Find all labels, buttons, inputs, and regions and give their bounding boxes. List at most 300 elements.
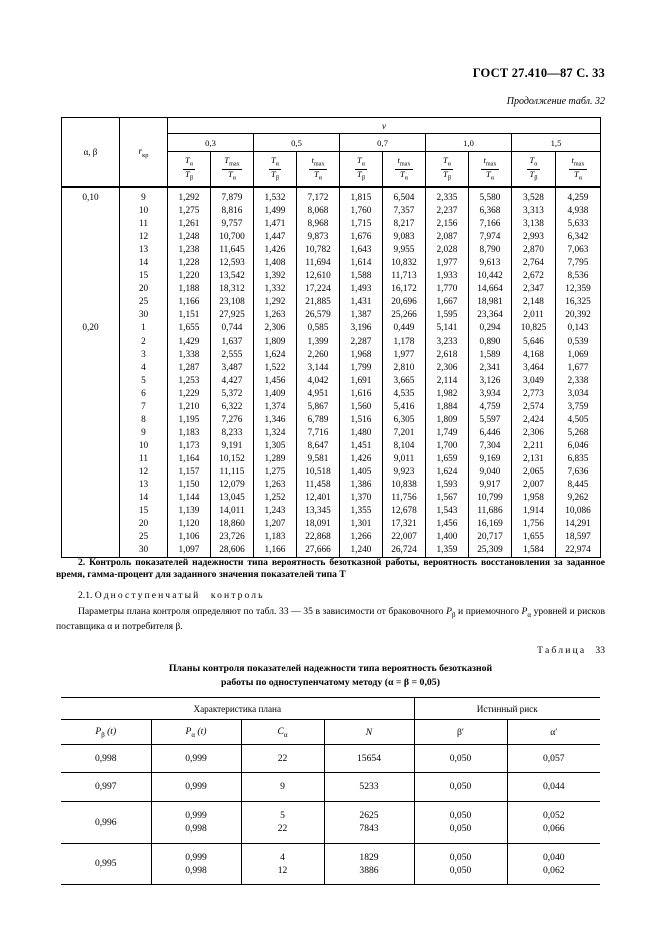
th-frac-ta-tb-0: $\frac{T_\alpha}{T_\beta}$ <box>168 152 211 188</box>
cell-value: 1,431 <box>340 296 383 309</box>
table-row <box>62 257 601 270</box>
cell-value: 0,294 <box>469 322 512 335</box>
cell-value: 1,374 <box>254 401 297 414</box>
cell-value: 2,618 <box>426 349 469 362</box>
cell-value: 1,429 <box>168 336 211 349</box>
cell-value: 27,925 <box>211 309 254 322</box>
cell-value: 7,795 <box>556 257 601 270</box>
cell-value: 11,115 <box>211 466 254 479</box>
cell-n-line: 1829 <box>359 851 379 863</box>
cell-value: 9,613 <box>469 257 512 270</box>
table-continuation-label: Продолжение табл. 32 <box>506 96 605 107</box>
cell-p-alpha-line: 0,999 <box>185 753 207 764</box>
cell-value: 1,616 <box>340 388 383 401</box>
cell-alpha-beta <box>62 270 120 283</box>
table-row <box>62 531 601 544</box>
table-row <box>62 244 601 257</box>
cell-value: 1,166 <box>168 296 211 309</box>
cell-value: 1,914 <box>512 505 556 518</box>
cell-value: 1,480 <box>340 427 383 440</box>
cell-value: 1,405 <box>340 466 383 479</box>
cell-alpha-beta <box>62 388 120 401</box>
cell-value: 1,532 <box>254 187 297 205</box>
cell-value: 10,825 <box>512 322 556 335</box>
cell-value: 11,686 <box>469 505 512 518</box>
table-row <box>62 544 601 558</box>
cell-value: 9,011 <box>383 453 426 466</box>
cell-value: 6,368 <box>469 205 512 218</box>
th-frac-ta-tb-1: $\frac{T_\alpha}{T_\beta}$ <box>254 152 297 188</box>
cell-beta-prime <box>414 843 507 885</box>
cell-value: 4,505 <box>556 414 601 427</box>
cell-value: 1,392 <box>254 270 297 283</box>
cell-value: 3,759 <box>556 401 601 414</box>
cell-value: 22,868 <box>297 531 340 544</box>
cell-value: 1,106 <box>168 531 211 544</box>
cell-r-kr: 25 <box>120 531 168 544</box>
table-32-body <box>62 187 601 558</box>
cell-value: 1,933 <box>426 270 469 283</box>
cell-value: 4,259 <box>556 187 601 205</box>
cell-value: 7,276 <box>211 414 254 427</box>
cell-value: 1,266 <box>340 531 383 544</box>
cell-value: 1,166 <box>254 544 297 558</box>
table-33-label-number: 33 <box>595 645 605 656</box>
cell-value: 1,289 <box>254 453 297 466</box>
th-beta-prime: β′ <box>414 720 507 745</box>
cell-value: 3,665 <box>383 375 426 388</box>
cell-alpha-beta <box>62 401 120 414</box>
cell-value: 1,691 <box>340 375 383 388</box>
table-row <box>62 401 601 414</box>
cell-value: 3,528 <box>512 187 556 205</box>
cell-p-alpha-line: 0,999 <box>185 851 207 863</box>
cell-value: 8,816 <box>211 205 254 218</box>
cell-n-line: 2625 <box>359 809 379 821</box>
cell-value: 21,885 <box>297 296 340 309</box>
cell-value: 2,424 <box>512 414 556 427</box>
cell-value: 1,240 <box>340 544 383 558</box>
cell-value: 5,580 <box>469 187 512 205</box>
cell-value: 1,400 <box>426 531 469 544</box>
cell-r-kr: 13 <box>120 479 168 492</box>
cell-alpha-prime <box>507 773 600 801</box>
cell-value: 4,938 <box>556 205 601 218</box>
th-p-beta-t: $P_\beta$ (t) <box>61 720 151 745</box>
cell-alpha-beta <box>62 427 120 440</box>
cell-value: 2,237 <box>426 205 469 218</box>
cell-p-alpha <box>151 745 241 773</box>
cell-r-kr: 9 <box>120 427 168 440</box>
cell-value: 1,589 <box>469 349 512 362</box>
cell-value: 1,292 <box>254 296 297 309</box>
th-c-alpha: $C_\alpha$ <box>241 720 324 745</box>
th-group-1: 0,5 <box>254 134 340 152</box>
th-r-kr: $r_{кр}$ <box>120 118 168 188</box>
th-frac-ta-tb-4: $\frac{T_\alpha}{T_\beta}$ <box>512 152 556 188</box>
cell-value: 5,416 <box>383 401 426 414</box>
section-2-title: Контроль показателей надежности типа вероятность безотказной работы, вероятность восстановления за заданное время, гамма-процент для заданного значения показателей типа Т <box>56 557 605 581</box>
cell-value: 2,341 <box>469 362 512 375</box>
running-head: ГОСТ 27.410—87 С. 33 <box>472 66 605 80</box>
cell-value: 25,266 <box>383 309 426 322</box>
cell-r-kr: 11 <box>120 218 168 231</box>
cell-value: 1,408 <box>254 257 297 270</box>
cell-value: 2,007 <box>512 479 556 492</box>
cell-p-beta: 0,995 <box>61 843 151 885</box>
cell-value: 18,091 <box>297 518 340 531</box>
cell-value: 2,306 <box>426 362 469 375</box>
table-row <box>62 479 601 492</box>
cell-value: 8,445 <box>556 479 601 492</box>
cell-value: 1,220 <box>168 270 211 283</box>
table-row <box>62 270 601 283</box>
cell-value: 7,357 <box>383 205 426 218</box>
cell-beta-prime-line: 0,050 <box>449 865 472 877</box>
table-row <box>62 492 601 505</box>
table-row <box>62 283 601 296</box>
cell-value: 4,427 <box>211 375 254 388</box>
cell-value: 7,304 <box>469 440 512 453</box>
cell-value: 1,499 <box>254 205 297 218</box>
cell-value: 2,148 <box>512 296 556 309</box>
cell-value: 6,342 <box>556 231 601 244</box>
cell-r-kr: 25 <box>120 296 168 309</box>
th-alpha-prime: α′ <box>507 720 600 745</box>
cell-value: 5,867 <box>297 401 340 414</box>
cell-r-kr: 15 <box>120 505 168 518</box>
cell-value: 3,313 <box>512 205 556 218</box>
cell-value: 6,046 <box>556 440 601 453</box>
cell-value: 1,157 <box>168 466 211 479</box>
cell-value: 1,252 <box>254 492 297 505</box>
section-21-paragraph <box>56 606 605 633</box>
cell-value: 2,672 <box>512 270 556 283</box>
cell-value: 1,588 <box>340 270 383 283</box>
cell-value: 1,815 <box>340 187 383 205</box>
cell-value: 23,364 <box>469 309 512 322</box>
cell-value: 2,087 <box>426 231 469 244</box>
cell-p-beta: 0,996 <box>61 801 151 843</box>
cell-alpha-beta <box>62 375 120 388</box>
cell-value: 7,172 <box>297 187 340 205</box>
cell-value: 1,756 <box>512 518 556 531</box>
cell-value: 16,169 <box>469 518 512 531</box>
cell-value: 1,144 <box>168 492 211 505</box>
cell-value: 8,068 <box>297 205 340 218</box>
cell-value: 1,097 <box>168 544 211 558</box>
cell-value: 1,387 <box>340 309 383 322</box>
cell-value: 18,860 <box>211 518 254 531</box>
table-row <box>62 187 601 205</box>
cell-value: 1,516 <box>340 414 383 427</box>
cell-alpha-beta <box>62 244 120 257</box>
cell-alpha-beta <box>62 257 120 270</box>
cell-value: 6,504 <box>383 187 426 205</box>
cell-value: 1,139 <box>168 505 211 518</box>
cell-value: 1,386 <box>340 479 383 492</box>
cell-value: 7,716 <box>297 427 340 440</box>
table-row <box>62 296 601 309</box>
cell-value: 7,636 <box>556 466 601 479</box>
cell-value: 0,143 <box>556 322 601 335</box>
cell-value: 1,456 <box>254 375 297 388</box>
cell-value: 3,487 <box>211 362 254 375</box>
table-33-label <box>537 645 605 656</box>
cell-value: 8,104 <box>383 440 426 453</box>
th-p-alpha-t: $P_\alpha$ (t) <box>151 720 241 745</box>
cell-alpha-beta <box>62 231 120 244</box>
cell-value: 9,040 <box>469 466 512 479</box>
cell-alpha-beta <box>62 518 120 531</box>
cell-r-kr: 6 <box>120 388 168 401</box>
cell-p-alpha-line: 0,999 <box>185 809 207 821</box>
table-row <box>62 518 601 531</box>
cell-value: 2,773 <box>512 388 556 401</box>
cell-value: 1,173 <box>168 440 211 453</box>
cell-value: 12,678 <box>383 505 426 518</box>
cell-c-alpha-line: 5 <box>280 809 285 821</box>
cell-value: 1,624 <box>254 349 297 362</box>
cell-c-alpha <box>241 745 324 773</box>
cell-value: 11,694 <box>297 257 340 270</box>
cell-value: 1,543 <box>426 505 469 518</box>
cell-value: 2,870 <box>512 244 556 257</box>
cell-value: 1,982 <box>426 388 469 401</box>
cell-value: 3,196 <box>340 322 383 335</box>
cell-value: 20,717 <box>469 531 512 544</box>
cell-value: 3,138 <box>512 218 556 231</box>
cell-value: 1,292 <box>168 187 211 205</box>
cell-value: 1,770 <box>426 283 469 296</box>
table-row <box>61 773 600 801</box>
cell-value: 9,955 <box>383 244 426 257</box>
cell-value: 1,287 <box>168 362 211 375</box>
cell-value: 1,624 <box>426 466 469 479</box>
cell-value: 1,471 <box>254 218 297 231</box>
cell-alpha-beta <box>62 309 120 322</box>
cell-beta-prime-line: 0,050 <box>449 781 472 793</box>
cell-value: 1,253 <box>168 375 211 388</box>
cell-value: 1,355 <box>340 505 383 518</box>
cell-value: 1,164 <box>168 453 211 466</box>
cell-value: 5,372 <box>211 388 254 401</box>
th-frac-tmax-ta-0: $\frac{T_{max}}{T_\alpha}$ <box>211 152 254 188</box>
cell-value: 5,633 <box>556 218 601 231</box>
cell-alpha-prime-line: 0,040 <box>542 851 565 863</box>
cell-r-kr: 5 <box>120 375 168 388</box>
cell-value: 1,183 <box>168 427 211 440</box>
cell-beta-prime <box>414 801 507 843</box>
cell-value: 8,647 <box>297 440 340 453</box>
cell-value: 1,069 <box>556 349 601 362</box>
cell-value: 1,238 <box>168 244 211 257</box>
cell-value: 10,700 <box>211 231 254 244</box>
cell-value: 1,151 <box>168 309 211 322</box>
table-row <box>62 375 601 388</box>
cell-value: 2,028 <box>426 244 469 257</box>
cell-value: 27,666 <box>297 544 340 558</box>
cell-value: 1,676 <box>340 231 383 244</box>
paragraph-text-part1: Параметры плана контроля определяют по табл. 33 — 35 в зависимости от браковочного <box>78 606 447 617</box>
cell-value: 1,275 <box>254 466 297 479</box>
cell-value: 28,606 <box>211 544 254 558</box>
cell-value: 3,144 <box>297 362 340 375</box>
cell-value: 1,958 <box>512 492 556 505</box>
paragraph-text-part3: уровней и рисков поставщика α и потребителя β. <box>56 606 605 632</box>
symbol-p-alpha-sub: α <box>527 611 532 619</box>
cell-value: 2,211 <box>512 440 556 453</box>
table-row <box>62 427 601 440</box>
section-21-title-word2: контроль <box>210 590 265 601</box>
cell-value: 1,426 <box>254 244 297 257</box>
cell-value: 1,884 <box>426 401 469 414</box>
cell-value: 2,347 <box>512 283 556 296</box>
cell-value: 18,312 <box>211 283 254 296</box>
cell-beta-prime-line: 0,050 <box>449 809 472 821</box>
cell-value: 6,305 <box>383 414 426 427</box>
cell-alpha-beta <box>62 505 120 518</box>
cell-value: 1,809 <box>254 336 297 349</box>
cell-p-alpha-line: 0,998 <box>185 865 207 877</box>
cell-value: 1,749 <box>426 427 469 440</box>
cell-value: 10,832 <box>383 257 426 270</box>
cell-r-kr: 14 <box>120 492 168 505</box>
cell-value: 8,968 <box>297 218 340 231</box>
th-alpha-beta: α, β <box>62 118 120 188</box>
cell-value: 1,493 <box>340 283 383 296</box>
cell-r-kr: 4 <box>120 362 168 375</box>
section-21-heading <box>56 590 605 602</box>
cell-value: 1,178 <box>383 336 426 349</box>
cell-value: 1,522 <box>254 362 297 375</box>
cell-value: 10,442 <box>469 270 512 283</box>
cell-r-kr: 1 <box>120 322 168 335</box>
cell-value: 14,011 <box>211 505 254 518</box>
cell-r-kr: 12 <box>120 466 168 479</box>
cell-value: 1,228 <box>168 257 211 270</box>
cell-value: 2,993 <box>512 231 556 244</box>
cell-r-kr: 10 <box>120 205 168 218</box>
cell-p-alpha-line: 0,999 <box>185 781 207 793</box>
cell-value: 1,426 <box>340 453 383 466</box>
cell-alpha-beta <box>62 453 120 466</box>
table-33-title-line2: работы по одноступенчатому методу (α = β = 0,05) <box>221 676 440 688</box>
th-frac-tmax-ta-2: $\frac{t_{max}}{T_\alpha}$ <box>383 152 426 188</box>
cell-value: 17,321 <box>383 518 426 531</box>
cell-value: 1,760 <box>340 205 383 218</box>
cell-value: 1,584 <box>512 544 556 558</box>
cell-alpha-beta <box>62 349 120 362</box>
cell-r-kr: 12 <box>120 231 168 244</box>
cell-value: 0,744 <box>211 322 254 335</box>
cell-alpha-beta <box>62 492 120 505</box>
cell-value: 14,664 <box>469 283 512 296</box>
table-row <box>62 440 601 453</box>
cell-p-alpha-line: 0,998 <box>185 823 207 835</box>
cell-value: 13,345 <box>297 505 340 518</box>
cell-value: 1,263 <box>254 479 297 492</box>
cell-alpha-beta <box>62 283 120 296</box>
cell-value: 9,169 <box>469 453 512 466</box>
cell-value: 1,409 <box>254 388 297 401</box>
cell-value: 23,108 <box>211 296 254 309</box>
cell-value: 22,007 <box>383 531 426 544</box>
cell-value: 2,287 <box>340 336 383 349</box>
cell-value: 2,764 <box>512 257 556 270</box>
th-frac-ta-tb-2: $\frac{T_\alpha}{T_\beta}$ <box>340 152 383 188</box>
cell-value: 12,610 <box>297 270 340 283</box>
table-33 <box>61 697 600 885</box>
cell-value: 2,260 <box>297 349 340 362</box>
table-row <box>62 336 601 349</box>
cell-value: 5,268 <box>556 427 601 440</box>
cell-value: 1,359 <box>426 544 469 558</box>
cell-value: 1,324 <box>254 427 297 440</box>
cell-n-line: 5233 <box>359 781 379 793</box>
cell-value: 2,114 <box>426 375 469 388</box>
cell-value: 4,168 <box>512 349 556 362</box>
th-frac-tmax-ta-4: $\frac{t_{max}}{T_\alpha}$ <box>556 152 601 188</box>
cell-value: 13,045 <box>211 492 254 505</box>
cell-alpha-beta <box>62 205 120 218</box>
cell-c-alpha-line: 12 <box>277 865 288 877</box>
cell-value: 1,715 <box>340 218 383 231</box>
cell-value: 11,458 <box>297 479 340 492</box>
th-frac-tmax-ta-3: $\frac{t_{max}}{T_\alpha}$ <box>469 152 512 188</box>
cell-value: 7,974 <box>469 231 512 244</box>
cell-r-kr: 10 <box>120 440 168 453</box>
cell-value: 11,713 <box>383 270 426 283</box>
cell-n-line: 15654 <box>357 753 381 764</box>
cell-value: 1,243 <box>254 505 297 518</box>
cell-value: 9,083 <box>383 231 426 244</box>
cell-beta-prime-line: 0,050 <box>449 753 472 764</box>
cell-value: 0,585 <box>297 322 340 335</box>
cell-value: 1,567 <box>426 492 469 505</box>
table-33-label-word: Таблица <box>537 645 587 656</box>
cell-value: 18,981 <box>469 296 512 309</box>
cell-value: 8,790 <box>469 244 512 257</box>
cell-value: 16,325 <box>556 296 601 309</box>
cell-value: 1,677 <box>556 362 601 375</box>
cell-value: 12,401 <box>297 492 340 505</box>
cell-r-kr: 30 <box>120 544 168 558</box>
table-33-title-line1: Планы контроля показателей надежности типа вероятность безотказной <box>168 663 493 674</box>
table-row <box>62 388 601 401</box>
cell-value: 17,224 <box>297 283 340 296</box>
cell-r-kr: 13 <box>120 244 168 257</box>
table-row <box>62 322 601 335</box>
cell-value: 4,535 <box>383 388 426 401</box>
cell-value: 7,063 <box>556 244 601 257</box>
cell-beta-prime <box>414 773 507 801</box>
cell-r-kr: 15 <box>120 270 168 283</box>
th-group-2: 0,7 <box>340 134 426 152</box>
cell-value: 3,049 <box>512 375 556 388</box>
cell-value: 3,034 <box>556 388 601 401</box>
table-row <box>62 218 601 231</box>
cell-value: 7,201 <box>383 427 426 440</box>
cell-alpha-prime <box>507 843 600 885</box>
cell-value: 6,835 <box>556 453 601 466</box>
cell-value: 10,152 <box>211 453 254 466</box>
symbol-p-beta: P <box>446 606 452 617</box>
cell-beta-prime <box>414 745 507 773</box>
cell-value: 6,322 <box>211 401 254 414</box>
cell-value: 1,188 <box>168 283 211 296</box>
cell-value: 22,974 <box>556 544 601 558</box>
